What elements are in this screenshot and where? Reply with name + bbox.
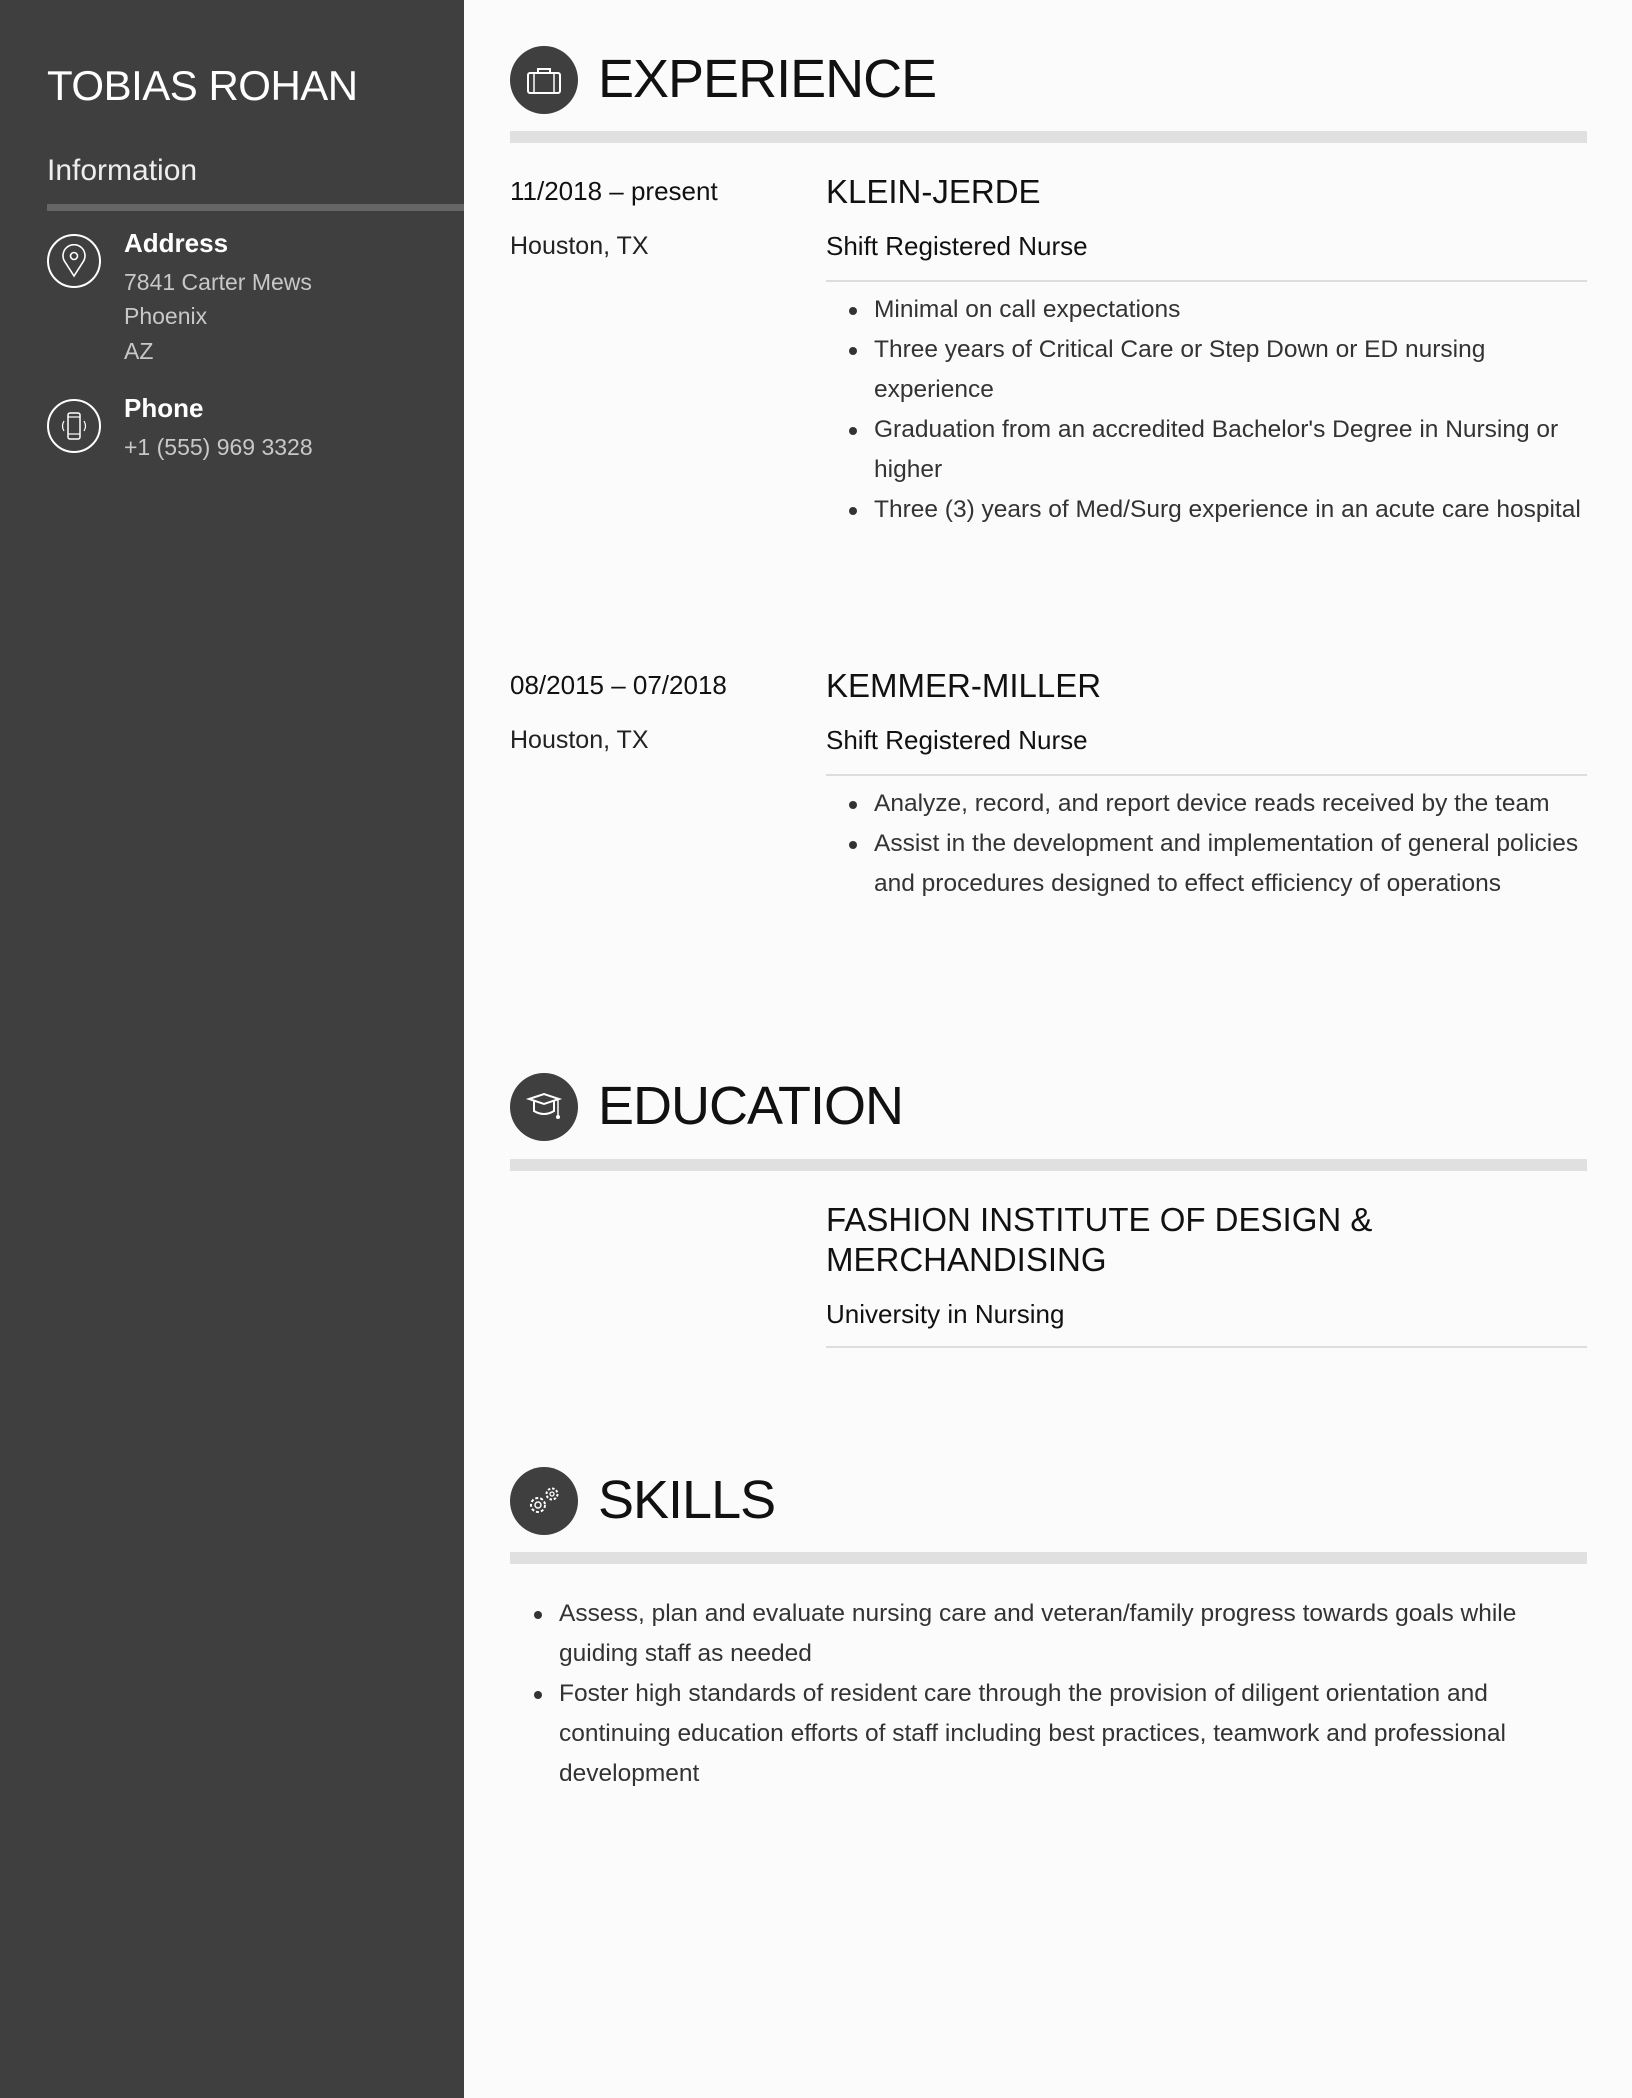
job-bullets [874, 784, 1587, 904]
job-role: Shift Registered Nurse [826, 231, 1088, 261]
phone-number: +1 (555) 969 3328 [124, 434, 313, 460]
degree: University in Nursing [826, 1299, 1065, 1329]
sidebar [0, 0, 464, 2098]
school-name: FASHION INSTITUTE OF DESIGN & MERCHANDISING [826, 1201, 1373, 1278]
job-location: Houston, TX [510, 726, 649, 754]
information-heading: Information [47, 154, 198, 187]
job-company: KLEIN-JERDE [826, 173, 1041, 210]
list-item: Three (3) years of Med/Surg experience in an acute care hospital [874, 490, 1587, 530]
section-divider [510, 1552, 1587, 1564]
education-heading: EDUCATION [598, 1076, 904, 1136]
address-line: AZ [124, 338, 154, 364]
job-company: KEMMER-MILLER [826, 667, 1102, 704]
section-divider [510, 131, 1587, 143]
job-dates: 11/2018 – present [510, 176, 718, 206]
list-item: Foster high standards of resident care through the provision of diligent orientation and continuing education efforts of staff including best practices, teamwork and professional development [559, 1674, 1574, 1794]
job-bullets [874, 290, 1587, 530]
map-pin-icon [47, 234, 101, 288]
education-divider [826, 1346, 1587, 1348]
skills-list [559, 1594, 1574, 1794]
address-label: Address [124, 228, 229, 258]
graduation-cap-icon [510, 1073, 578, 1141]
job-dates: 08/2015 – 07/2018 [510, 670, 727, 700]
list-item: Assess, plan and evaluate nursing care and veteran/family progress towards goals while guiding staff as needed [559, 1594, 1574, 1674]
gears-icon [510, 1467, 578, 1535]
job-role: Shift Registered Nurse [826, 725, 1088, 755]
address-line: 7841 Carter Mews [124, 269, 312, 295]
job-location: Houston, TX [510, 232, 649, 260]
experience-heading: EXPERIENCE [598, 49, 937, 109]
list-item: Three years of Critical Care or Step Down or ED nursing experience [874, 330, 1587, 410]
phone-icon [47, 399, 101, 453]
address-line: Phoenix [124, 303, 208, 329]
briefcase-icon [510, 46, 578, 114]
list-item: Minimal on call expectations [874, 290, 1587, 330]
sidebar-divider [47, 204, 464, 211]
phone-label: Phone [124, 393, 204, 423]
skills-heading: SKILLS [598, 1470, 776, 1530]
candidate-name: TOBIAS ROHAN [47, 62, 358, 109]
section-divider [510, 1159, 1587, 1171]
list-item: Assist in the development and implementation of general policies and procedures designed to effect efficiency of operations [874, 824, 1587, 904]
job-divider [826, 774, 1587, 776]
list-item: Analyze, record, and report device reads received by the team [874, 784, 1587, 824]
list-item: Graduation from an accredited Bachelor's Degree in Nursing or higher [874, 410, 1587, 490]
job-divider [826, 280, 1587, 282]
